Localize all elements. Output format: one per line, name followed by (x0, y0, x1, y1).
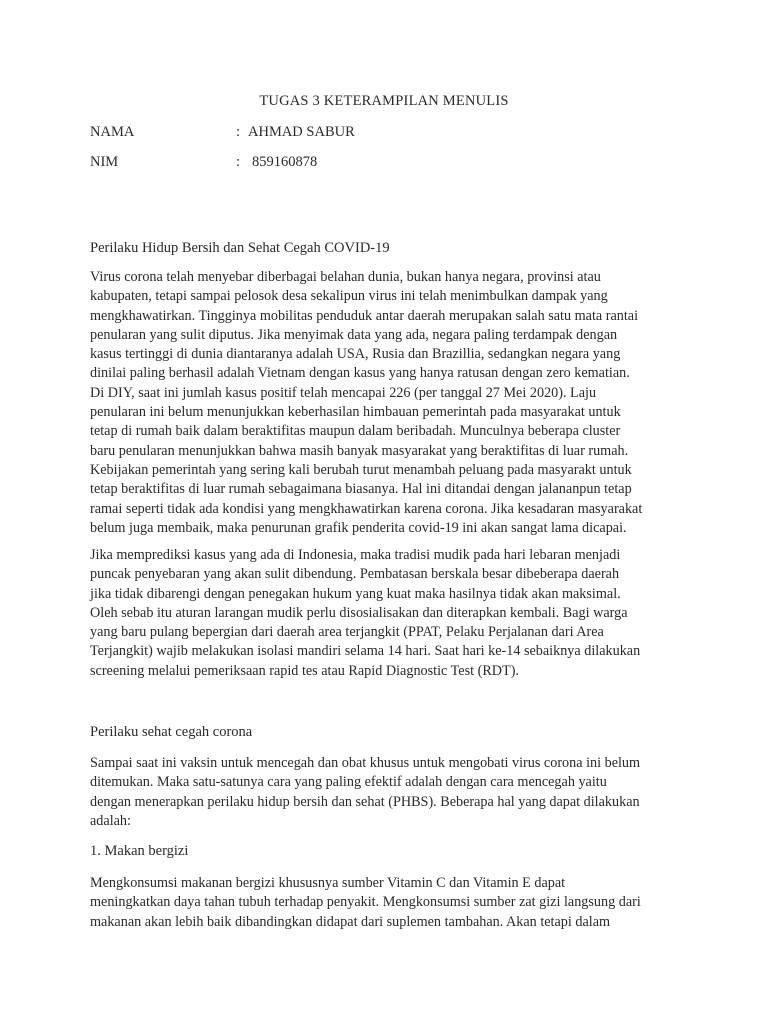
paragraph-4 (90, 874, 690, 932)
paragraph-line: Oleh sebab itu aturan larangan mudik perlu disosialisakan dan diterapkan kembali. Bagi warga (90, 604, 628, 621)
paragraph-1 (90, 268, 690, 538)
paragraph-line: adalah: (90, 812, 131, 829)
nim-value: 859160878 (252, 154, 318, 170)
paragraph-line: kabupaten, tetapi sampai pelosok desa sekalipun virus ini telah menimbulkan dampak yang (90, 288, 608, 305)
paragraph-line: screening melalui pemeriksaan rapid tes atau Rapid Diagnostic Test (RDT). (90, 662, 519, 679)
paragraph-line: penularan yang sulit diputus. Jika menyimak data yang ada, negara paling terdampak dengan (90, 326, 618, 343)
paragraph-line: kasus tertinggi di dunia diantaranya adalah USA, Rusia dan Brazillia, sedangkan negara yang (90, 346, 621, 363)
nim-colon: : (236, 154, 241, 170)
paragraph-line: ramai seperti tidak ada kondisi yang mengkhawatirkan karena corona. Jika kesadaran masyarakat (90, 500, 643, 517)
paragraph-line: ditemukan. Maka satu-satunya cara yang paling efektif adalah dengan cara mencegah yaitu (90, 774, 607, 791)
nama-value: AHMAD SABUR (248, 124, 355, 140)
paragraph-line: tetap beraktifitas di luar rumah sebagaimana biasanya. Hal ini ditandai dengan jalananpun tetap (90, 481, 632, 498)
paragraph-line: Mengkonsumsi makanan bergizi khususnya sumber Vitamin C dan Vitamin E dapat (90, 875, 566, 891)
paragraph-line: Kebijakan pemerintah yang sering kali berubah turut menambah peluang pada masyarakt untuk (90, 461, 632, 478)
paragraph-line: Di DIY, saat ini jumlah kasus positif telah mencapai 226 (per tanggal 27 Mei 2020). Laju (90, 384, 597, 401)
paragraph-line: mengkhawatirkan. Tingginya mobilitas penduduk antar daerah merupakan salah satu mata rantai (90, 307, 639, 324)
paragraph-line: Terjangkit) wajib melakukan isolasi mandiri selama 14 hari. Saat hari ke-14 sebaiknya dilakukan (90, 643, 641, 660)
paragraph-line: Virus corona telah menyebar diberbagai belahan dunia, bukan hanya negara, provinsi atau (90, 269, 601, 285)
paragraph-line: makanan akan lebih baik dibandingkan didapat dari suplemen tambahan. Akan tetapi dalam (90, 913, 611, 930)
item1-heading: 1. Makan bergizi (90, 843, 189, 859)
paragraph-line: dengan menerapkan perilaku hidup bersih dan sehat (PHBS). Beberapa hal yang dapat dilakukan (90, 793, 640, 810)
nim-label: NIM (90, 154, 119, 170)
paragraph-line: Jika memprediksi kasus yang ada di Indonesia, maka tradisi mudik pada hari lebaran menjadi (90, 547, 621, 563)
paragraph-line: jika tidak dibarengi dengan penegakan hukum yang kuat maka hasilnya tidak akan maksimal. (90, 585, 621, 602)
paragraph-line: Sampai saat ini vaksin untuk mencegah dan obat khusus untuk mengobati virus corona ini belum (90, 755, 641, 771)
paragraph-line: tetap di rumah baik dalam beraktifitas maupun dalam beribadah. Munculnya beberapa cluster (90, 423, 621, 440)
paragraph-line: dinilai paling berhasil adalah Vietnam dengan kasus yang hanya ratusan dengan zero kematian. (90, 365, 630, 382)
document-title: TUGAS 3 KETERAMPILAN MENULIS (259, 93, 509, 109)
paragraph-3 (90, 754, 690, 831)
nama-label: NAMA (90, 124, 135, 140)
paragraph-line: penularan ini belum menunjukkan keberhasilan himbauan pemerintah pada masyarakat untuk (90, 404, 621, 421)
paragraph-line: meningkatkan daya tahan tubuh terhadap penyakit. Mengkonsumsi sumber zat gizi langsung dari (90, 894, 641, 911)
paragraph-line: baru penularan menunjukkan bahwa masih banyak masyarakat yang beraktifitas di luar rumah. (90, 442, 629, 459)
nama-colon: : (236, 124, 241, 140)
section2-heading: Perilaku sehat cegah corona (90, 724, 253, 740)
paragraph-line: puncak penyebaran yang akan sulit dibendung. Pembatasan berskala besar dibeberapa daerah (90, 566, 620, 583)
section1-heading: Perilaku Hidup Bersih dan Sehat Cegah COVID-19 (90, 240, 390, 256)
paragraph-line: yang baru pulang bepergian dari daerah area terjangkit (PPAT, Pelaku Perjalanan dari Area (90, 624, 604, 641)
paragraph-2 (90, 546, 690, 681)
paragraph-line: belum juga membaik, maka penurunan grafik penderita covid-19 ini akan sangat lama dicapai. (90, 519, 627, 536)
